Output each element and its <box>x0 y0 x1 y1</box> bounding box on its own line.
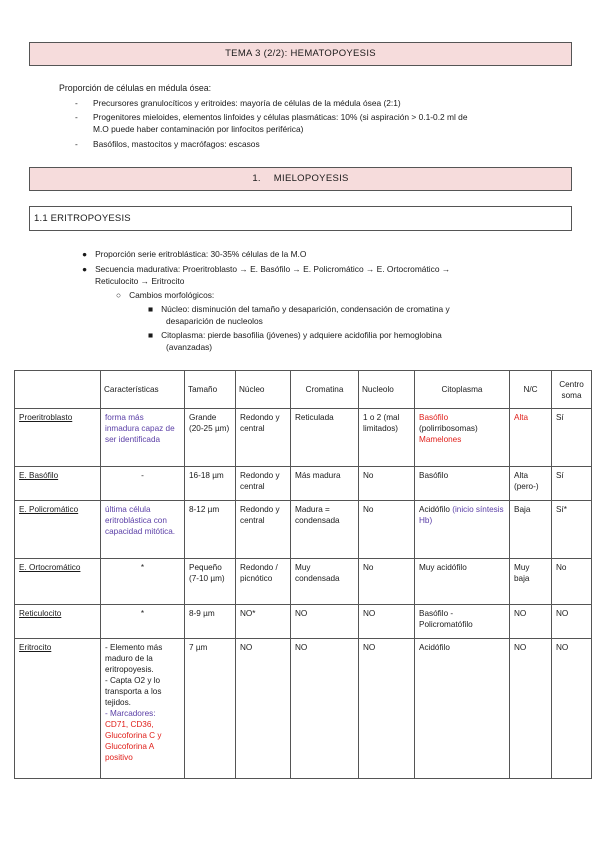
table-cell: Muy baja <box>510 559 552 605</box>
row-label: E. Ortocromático <box>15 559 101 605</box>
table-cell: 1 o 2 (mal limitados) <box>359 409 415 467</box>
table-cell: forma más inmadura capaz de ser identificada <box>101 409 185 467</box>
cell-line: CD71, CD36, Glucoforina C y Glucoforina A positivo <box>105 720 162 762</box>
list-item: - Basófilos, mastocitos y macrófagos: escasos <box>75 139 260 149</box>
intro-heading: Proporción de células en médula ósea: <box>59 83 212 93</box>
sub-bullet: ○ Cambios morfológicos: <box>116 290 215 300</box>
bullet-block <box>82 248 582 353</box>
table-cell: 8-12 µm <box>185 501 236 559</box>
table-cell: No <box>359 559 415 605</box>
table-row <box>15 409 592 467</box>
table-cell: NO <box>510 605 552 639</box>
list-item: - Progenitores mieloides, elementos linfoides y células plasmáticas: 10% (si aspiración > 0.1-0.2 ml de <box>75 112 468 122</box>
table-cell: 8-9 µm <box>185 605 236 639</box>
row-label: E. Basófilo <box>15 467 101 501</box>
list-item-cont: M.O puede haber contaminación por linfocitos periférica) <box>93 124 304 134</box>
bullet-cont: Reticulocito → Eritrocito <box>95 276 185 286</box>
table-cell: Muy acidófilo <box>415 559 510 605</box>
table-cell: Redondo / picnótico <box>236 559 291 605</box>
table-cell: NO <box>510 639 552 779</box>
subsub-bullet: ■ Citoplasma: pierde basofilia (jóvenes) y adquiere acidofilia por hemoglobina <box>148 330 442 340</box>
table-cell: NO <box>359 639 415 779</box>
header-cell: Citoplasma <box>415 371 510 409</box>
table-cell: Acidófilo <box>415 639 510 779</box>
header-cell: Nucleolo <box>359 371 415 409</box>
table-cell: * <box>101 559 185 605</box>
table-cell: NO <box>236 639 291 779</box>
title-banner <box>29 42 572 66</box>
table-cell: 16-18 µm <box>185 467 236 501</box>
table-header-row <box>15 371 592 409</box>
table-cell: Sí <box>552 467 592 501</box>
table-cell: Basófilo - Policromatófilo <box>415 605 510 639</box>
table-cell: No <box>552 559 592 605</box>
section-number: 1. <box>252 173 261 184</box>
table-cell <box>415 409 510 467</box>
table-cell: Más madura <box>291 467 359 501</box>
row-label: Eritrocito <box>15 639 101 779</box>
table-cell: * <box>101 605 185 639</box>
header-cell: N/C <box>510 371 552 409</box>
cell-note: (inicio síntesis Hb) <box>419 505 504 525</box>
table-cell: Alta <box>510 409 552 467</box>
table-cell: - <box>101 467 185 501</box>
table-row <box>15 467 592 501</box>
table-cell: NO* <box>236 605 291 639</box>
table-cell: NO <box>291 605 359 639</box>
table-cell: Pequeño (7-10 µm) <box>185 559 236 605</box>
section-header <box>29 167 572 191</box>
cell-line: Basófilo <box>419 413 449 422</box>
table-cell: 7 µm <box>185 639 236 779</box>
header-cell: Centro soma <box>552 371 592 409</box>
table-cell: Baja <box>510 501 552 559</box>
table-cell: Sí* <box>552 501 592 559</box>
cell-line: - Elemento más maduro de la eritropoyesis. <box>105 643 163 674</box>
row-label: Proeritroblasto <box>15 409 101 467</box>
table-cell: NO <box>552 639 592 779</box>
table-row <box>15 501 592 559</box>
cell-table <box>14 370 592 779</box>
table-cell: Muy condensada <box>291 559 359 605</box>
page-title: TEMA 3 (2/2): HEMATOPOYESIS <box>225 48 376 59</box>
bullet-item: ● Proporción serie eritroblástica: 30-35% células de la M.O <box>82 249 307 259</box>
table-cell: Alta (pero-) <box>510 467 552 501</box>
cell-line: (polirribosomas) <box>419 424 478 433</box>
table-cell: No <box>359 467 415 501</box>
table-cell: última célula eritroblástica con capacidad mitótica. <box>101 501 185 559</box>
row-label: E. Policromático <box>15 501 101 559</box>
header-cell: Características <box>101 371 185 409</box>
table-cell: NO <box>359 605 415 639</box>
cell-line: - Marcadores: <box>105 709 156 718</box>
cell-line: - Capta O2 y lo transporta a los tejidos. <box>105 676 162 707</box>
table-cell: Sí <box>552 409 592 467</box>
subsub-bullet: ■ Núcleo: disminución del tamaño y desaparición, condensación de cromatina y <box>148 304 450 314</box>
subsub-cont: (avanzadas) <box>166 342 213 352</box>
section-title: MIELOPOYESIS <box>273 173 349 184</box>
intro-list <box>75 97 575 150</box>
table-row <box>15 559 592 605</box>
table-cell: NO <box>552 605 592 639</box>
table-cell <box>101 639 185 779</box>
table-cell: Basófilo <box>415 467 510 501</box>
row-label: Reticulocito <box>15 605 101 639</box>
list-item: - Precursores granulocíticos y eritroides: mayoría de células de la médula ósea (2:1) <box>75 98 401 108</box>
table-cell: Redondo y central <box>236 467 291 501</box>
table-cell: No <box>359 501 415 559</box>
subsection-title: 1.1 ERITROPOYESIS <box>34 213 131 224</box>
header-cell: Cromatina <box>291 371 359 409</box>
cell-line: Mamelones <box>419 435 462 444</box>
table-cell: Redondo y central <box>236 501 291 559</box>
subsub-cont: desaparición de nucleolos <box>166 316 263 326</box>
header-cell: Núcleo <box>236 371 291 409</box>
table-row <box>15 639 592 779</box>
cell-text: Acidófilo <box>419 505 450 514</box>
header-empty <box>15 371 101 409</box>
bullet-item: ● Secuencia madurativa: Proeritroblasto → E. Basófilo → E. Policromático → E. Ortocromático → <box>82 264 451 274</box>
table-cell: Reticulada <box>291 409 359 467</box>
table-cell: NO <box>291 639 359 779</box>
table-cell: Madura = condensada <box>291 501 359 559</box>
header-cell: Tamaño <box>185 371 236 409</box>
table-cell: Redondo y central <box>236 409 291 467</box>
table-row <box>15 605 592 639</box>
subsection-header <box>29 206 572 231</box>
table-cell <box>415 501 510 559</box>
table-cell: Grande (20-25 µm) <box>185 409 236 467</box>
